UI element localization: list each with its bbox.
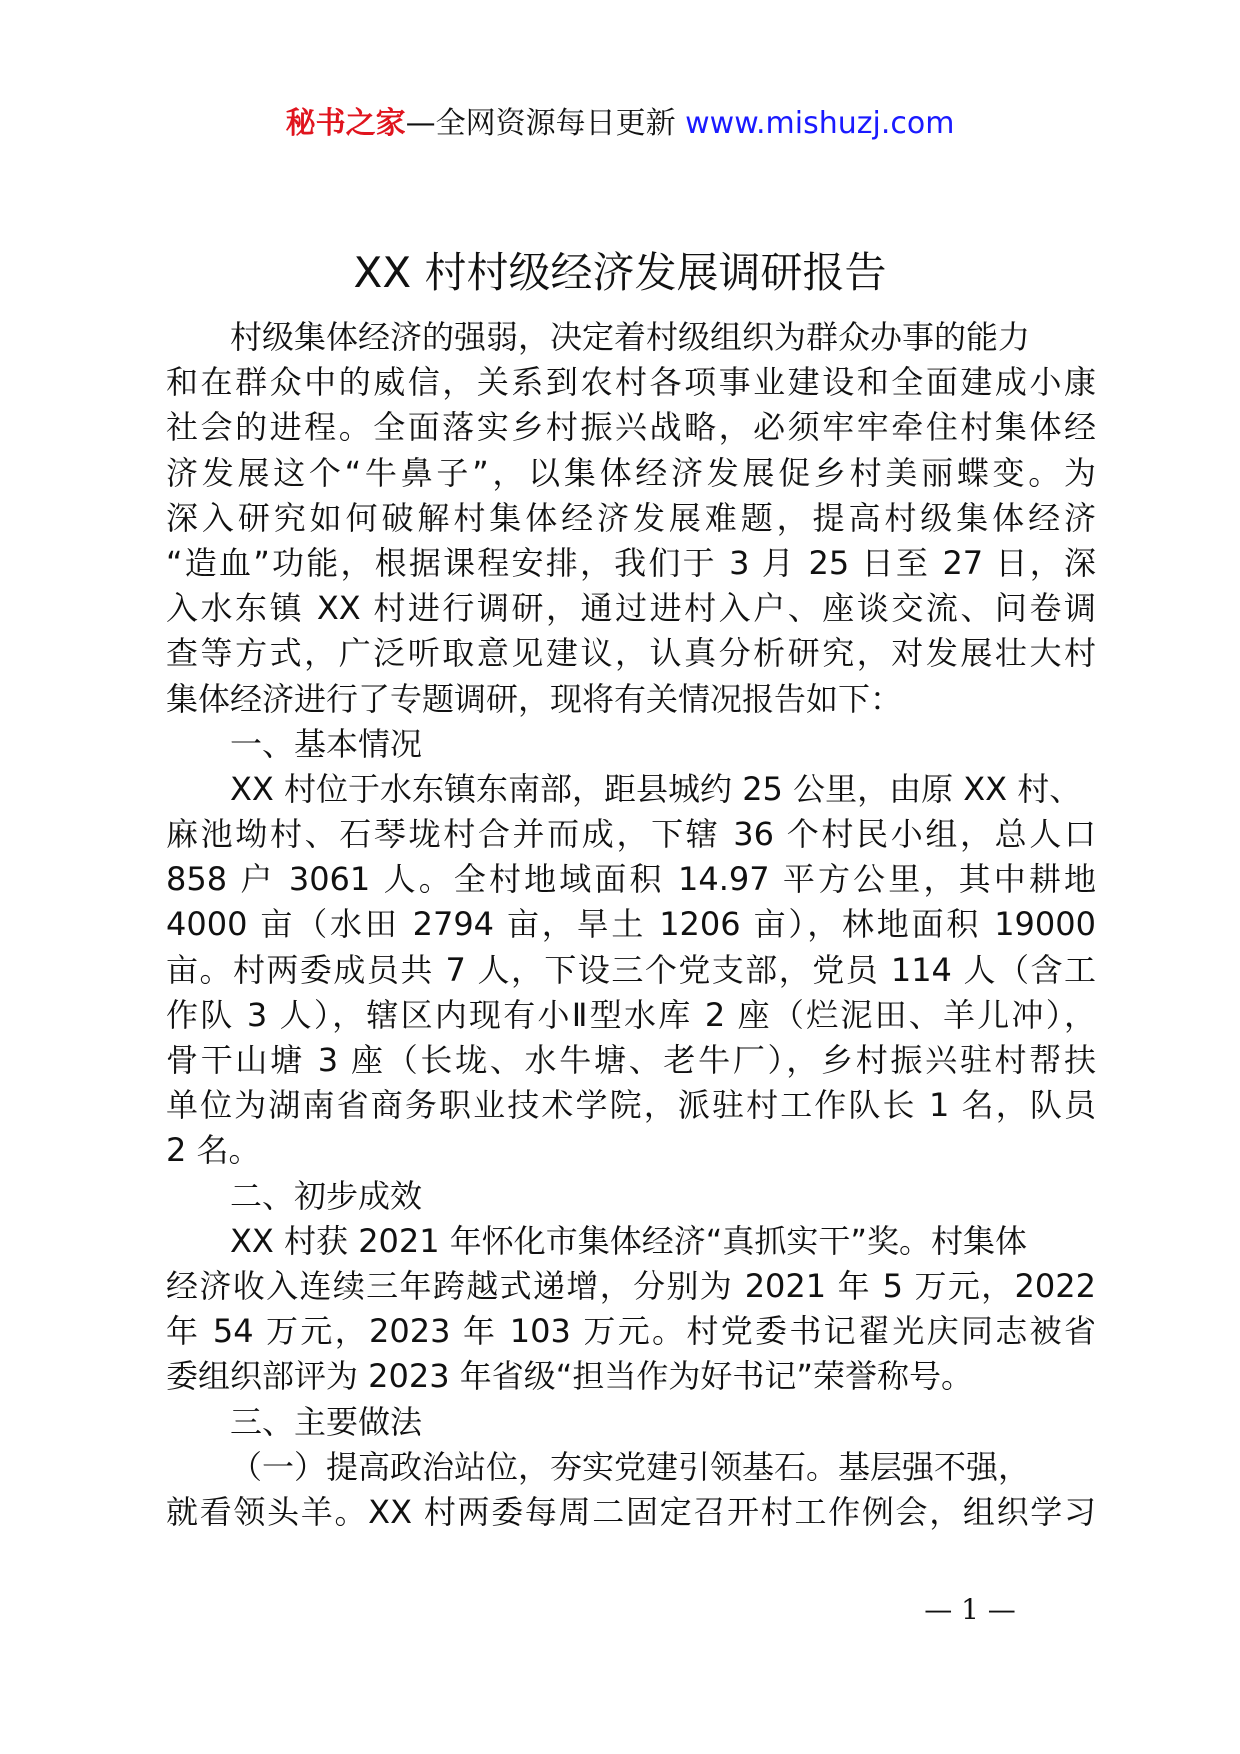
text-line: 经济收入连续三年跨越式递增，分别为 2021 年 5 万元，2022 (166, 1266, 1096, 1305)
text-line: 单位为湖南省商务职业技术学院，派驻村工作队长 1 名，队员 (166, 1086, 1096, 1125)
text-line: 查等方式，广泛听取意见建议，认真分析研究，对发展壮大村 (166, 634, 1096, 673)
site-header (0, 100, 1240, 148)
text-line: 4000 亩（水田 2794 亩，旱土 1206 亩），林地面积 19000 (166, 905, 1096, 944)
document-body (166, 315, 1096, 1535)
text-line: XX 村位于水东镇东南部，距县城约 25 公里，由原 XX 村、 (230, 769, 1082, 808)
text-line: 入水东镇 XX 村进行调研，通过进村入户、座谈交流、问卷调 (166, 589, 1096, 628)
section-heading: 三、主要做法 (230, 1402, 423, 1441)
text-line: 2 名。 (166, 1131, 261, 1170)
section-heading: 二、初步成效 (230, 1176, 423, 1215)
text-line: （一）提高政治站位，夯实党建引领基石。基层强不强， (230, 1447, 1031, 1486)
text-line: 就看领头羊。XX 村两委每周二固定召开村工作例会，组织学习 (166, 1492, 1096, 1531)
text-line: 麻池坳村、石琴垅村合并而成，下辖 36 个村民小组，总人口 (166, 815, 1096, 854)
text-line: 深入研究如何破解村集体经济发展难题，提高村级集体经济 (166, 498, 1096, 537)
document-title: XX 村村级经济发展调研报告 (353, 248, 887, 297)
text-line: 骨干山塘 3 座（长垅、水牛塘、老牛厂），乡村振兴驻村帮扶 (166, 1041, 1096, 1079)
text-line: 和在群众中的威信，关系到农村各项事业建设和全面建成小康 (166, 363, 1096, 402)
section-heading: 一、基本情况 (230, 724, 423, 763)
text-line: 集体经济进行了专题调研，现将有关情况报告如下： (166, 679, 903, 718)
text-line: 济发展这个“牛鼻子”，以集体经济发展促乡村美丽蝶变。为 (166, 453, 1096, 492)
header-url[interactable]: www.mishuzj.com (685, 106, 955, 141)
text-line: “造血”功能，根据课程安排，我们于 3 月 25 日至 27 日，深 (166, 543, 1096, 582)
text-line: 社会的进程。全面落实乡村振兴战略，必须牢牢牵住村集体经 (166, 408, 1096, 447)
text-line: 村级集体经济的强弱，决定着村级组织为群众办事的能力 (230, 318, 1031, 356)
text-line: 作队 3 人），辖区内现有小Ⅱ型水库 2 座（烂泥田、羊儿冲）， (166, 995, 1096, 1034)
page-number: — 1 — (924, 1593, 1016, 1626)
text-line: 亩。村两委成员共 7 人，下设三个党支部，党员 114 人（含工 (166, 950, 1096, 989)
brand-name: 秘书之家 (285, 106, 406, 141)
text-line: 委组织部评为 2023 年省级“担当作为好书记”荣誉称号。 (166, 1357, 973, 1396)
text-line: 858 户 3061 人。全村地域面积 14.97 平方公里，其中耕地 (166, 860, 1096, 899)
text-line: 年 54 万元，2023 年 103 万元。村党委书记翟光庆同志被省 (166, 1312, 1096, 1351)
header-slogan: —全网资源每日更新 (405, 106, 676, 141)
text-line: XX 村获 2021 年怀化市集体经济“真抓实干”奖。村集体 (230, 1221, 1027, 1260)
